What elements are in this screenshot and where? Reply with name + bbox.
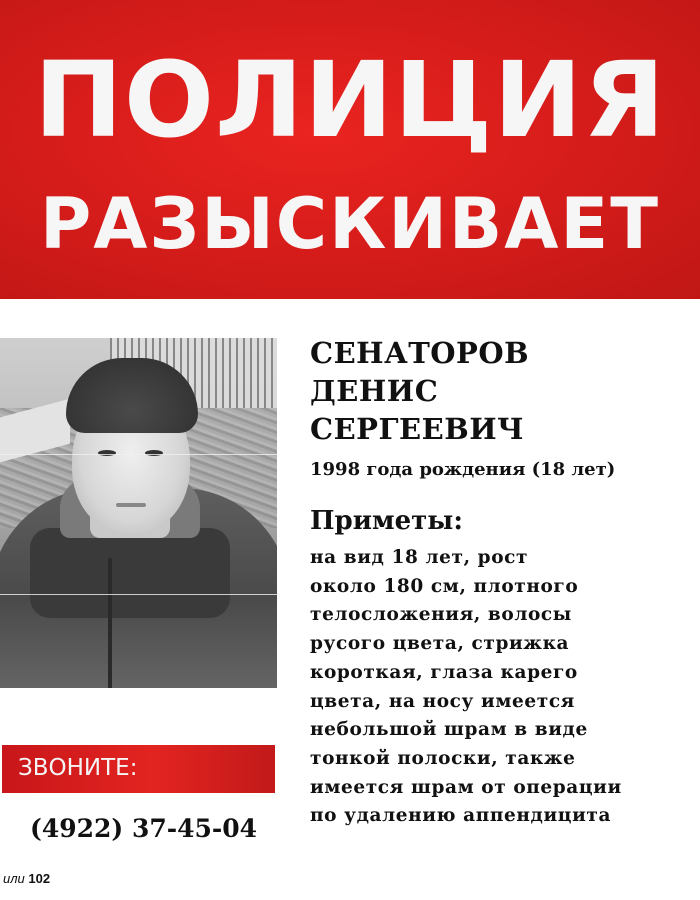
signs-line: небольшой шрам в виде [310, 719, 588, 741]
photo-jacket-stripe [30, 528, 230, 618]
photo-eye-right [145, 450, 163, 456]
first-name: ДЕНИС [310, 374, 439, 408]
signs-line: короткая, глаза карего [310, 661, 578, 683]
signs-line: тонкой полоски, также [310, 747, 576, 769]
surname: СЕНАТОРОВ [310, 336, 530, 370]
signs-line: на вид 18 лет, рост [310, 547, 529, 568]
phone-number[interactable]: (4922) 37-45-04 [30, 814, 258, 843]
person-info [310, 334, 690, 831]
signs-line: имеется шрам от операции [310, 776, 622, 798]
signs-line: около 180 см, плотного [310, 575, 579, 597]
signs-heading: Приметы: [310, 506, 463, 536]
signs-line: телосложения, волосы [310, 604, 572, 626]
photo-scan-artifact [0, 454, 277, 455]
alt-prefix: или [3, 871, 25, 886]
call-banner [2, 745, 275, 793]
signs-description [310, 544, 690, 831]
call-label: ЗВОНИТЕ: [18, 755, 138, 781]
signs-line: цвета, на носу имеется [310, 690, 575, 712]
patronymic: СЕРГЕЕВИЧ [310, 412, 525, 446]
alternative-number [3, 870, 50, 888]
signs-line: русого цвета, стрижка [310, 633, 570, 655]
emergency-number[interactable]: 102 [28, 871, 51, 886]
banner-title-police: ПОЛИЦИЯ [34, 39, 666, 161]
photo-scan-artifact [0, 594, 277, 595]
photo-eye-left [98, 450, 116, 456]
birth-year: 1998 года рождения (18 лет) [310, 459, 616, 480]
photo-mouth [116, 503, 146, 507]
signs-line: по удалению аппендицита [310, 805, 612, 827]
wanted-person-photo [0, 338, 277, 688]
photo-zipper [108, 558, 112, 688]
header-banner [0, 0, 700, 299]
banner-title-wanted: РАЗЫСКИВАЕТ [39, 183, 660, 265]
